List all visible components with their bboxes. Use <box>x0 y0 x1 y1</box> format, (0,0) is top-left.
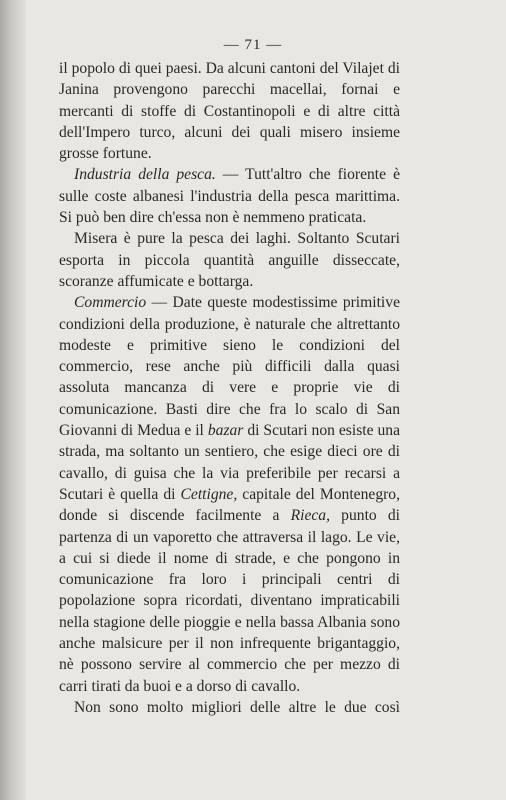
paragraph-1 <box>59 58 400 164</box>
text-segment: di Scutari non esiste una strada, ma soltanto un sentiero, che esige dieci ore di cavallo, di guisa che la via preferibile per recarsi a Scutari è quella di <box>59 422 401 503</box>
text-segment: Misera è pure la pesca dei laghi. Soltanto Scutari esporta in piccola quantità anguille disseccate, scoranze affumicate e bottarga. <box>59 230 400 290</box>
paragraph-2 <box>59 164 400 228</box>
italic-term-cettigne: Cettigne, <box>180 485 238 503</box>
text-segment: Non sono molto migliori delle altre le due così <box>74 698 400 716</box>
body-text <box>59 58 400 718</box>
page-number: — 71 — <box>223 37 283 53</box>
book-binding-shadow <box>0 0 26 800</box>
section-heading-pesca: Industria della pesca. <box>74 166 216 184</box>
italic-term-bazar: bazar <box>207 422 244 440</box>
text-segment: — Tutt'altro che fiorente è sulle coste albanesi l'industria della pesca marittima. Si può ben dire ch'essa non è nemmeno praticata. <box>59 166 400 227</box>
paragraph-3 <box>59 228 400 292</box>
text-segment: punto di partenza di un vaporetto che attraversa il lago. Le vie, a cui si diede il nome di strade, e che pongono in comunicazione fra loro i principali centri di popolazione sopra ricordati, diventano impraticabili nella stagione delle pioggie e nella bassa Albania sono anche malsicure per il non infrequente brigantaggio, nè possono servire al commercio che per mezzo di carri tirati da buoi e a dorso di cavallo. <box>59 507 400 695</box>
text-segment: — Date queste modestissime primitive condizioni della produzione, è naturale che altrettanto modeste e primitive sieno le condizioni del commercio, rese anche più difficili dalla quasi assoluta mancanza di vere e proprie vie di comunicazione. Basti dire che fra lo scalo di San Giovanni di Medua e il <box>59 294 400 440</box>
paragraph-5 <box>59 697 400 718</box>
paragraph-4 <box>59 292 400 697</box>
text-segment: capitale del Montenegro, donde si discende facilmente a <box>59 485 401 525</box>
italic-term-rieca: Rieca, <box>290 507 331 525</box>
section-heading-commercio: Commercio <box>74 294 147 312</box>
text-segment: il popolo di quei paesi. Da alcuni cantoni del Vilajet di Janina provengono parecchi macellai, fornai e mercanti di stoffe di Costantinopoli e di altre città dell'Impero turco, alcuni dei quali misero insieme grosse fortune. <box>59 60 400 163</box>
